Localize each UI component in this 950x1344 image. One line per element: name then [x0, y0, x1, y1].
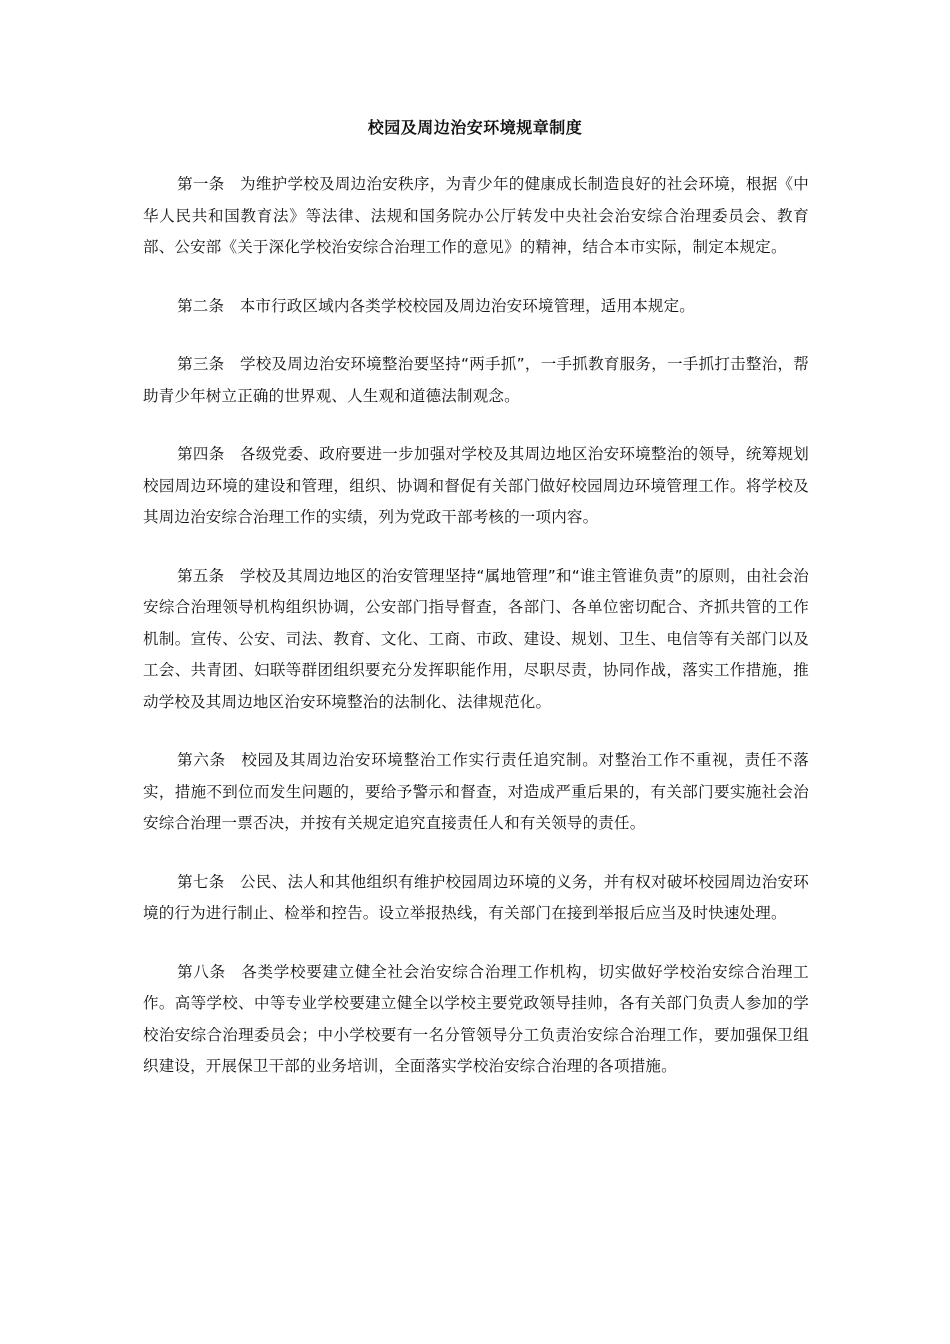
article-number: 第一条 — [177, 175, 225, 193]
article-text: 公民、法人和其他组织有维护校园周边环境的义务，并有权对破坏校园周边治安环境的行为进行制止、检举和控告。设立举报热线，有关部门在接到举报后应当及时快速处理。 — [143, 872, 810, 922]
article-text: 各类学校要建立健全社会治安综合治理工作机构，切实做好学校治安综合治理工作。高等学校、中等专业学校要建立健全以学校主要党政领导挂帅，各有关部门负责人参加的学校治安综合治理委员会；中小学校要有一名分管领导分工负责治安综合治理工作，要加强保卫组织建设，开展保卫干部的业务培训，全面落实学校治安综合治理的各项措施。 — [143, 962, 809, 1075]
article-2 — [143, 291, 809, 323]
article-text: 学校及周边治安环境整治要坚持“两手抓”，一手抓教育服务，一手抓打击整治，帮助青少年树立正确的世界观、人生观和道德法制观念。 — [143, 355, 809, 405]
article-number: 第五条 — [177, 566, 225, 585]
article-3 — [143, 349, 809, 412]
article-8 — [143, 957, 809, 1083]
article-text: 校园及其周边治安环境整治工作实行责任追究制。对整治工作不重视，责任不落实，措施不到位而发生问题的，要给予警示和督查，对造成严重后果的，有关部门要实施社会治安综合治理一票否决，并按有关规定追究直接责任人和有关领导的责任。 — [143, 751, 809, 832]
article-number: 第七条 — [177, 872, 225, 891]
document-title: 校园及周边治安环境规章制度 — [367, 118, 583, 137]
article-6 — [143, 745, 809, 840]
article-number: 第四条 — [177, 445, 225, 463]
article-text: 学校及其周边地区的治安管理坚持“属地管理”和“谁主管谁负责”的原则，由社会治安综合治理领导机构组织协调，公安部门指导督查，各部门、各单位密切配合、齐抓共管的工作机制。宣传、公安、司法、教育、文化、工商、市政、建设、规划、卫生、电信等有关部门以及工会、共青团、妇联等群团组织要充分发挥职能作用，尽职尽责，协同作战，落实工作措施，推动学校及其周边地区治安环境整治的法制化、法律规范化。 — [143, 566, 809, 711]
article-1 — [143, 169, 809, 264]
article-number: 第八条 — [177, 962, 226, 981]
article-text: 各级党委、政府要进一步加强对学校及其周边地区治安环境整治的领导，统筹规划校园周边环境的建设和管理，组织、协调和督促有关部门做好校园周边环境管理工作。将学校及其周边治安综合治理工作的实绩，列为党政干部考核的一项内容。 — [143, 445, 810, 526]
article-5 — [143, 561, 809, 719]
article-7 — [143, 867, 809, 930]
article-number: 第三条 — [177, 355, 225, 373]
article-number: 第六条 — [177, 751, 226, 769]
article-number: 第二条 — [177, 296, 225, 315]
article-list — [143, 169, 809, 1110]
article-text: 本市行政区域内各类学校校园及周边治安环境管理，适用本规定。 — [239, 296, 696, 315]
article-4 — [143, 439, 809, 534]
article-text: 为维护学校及周边治安秩序，为青少年的健康成长制造良好的社会环境，根据《中华人民共和国教育法》等法律、法规和国务院办公厅转发中央社会治安综合治理委员会、教育部、公安部《关于深化学校治安综合治理工作的意见》的精神，结合本市实际，制定本规定。 — [143, 175, 810, 256]
